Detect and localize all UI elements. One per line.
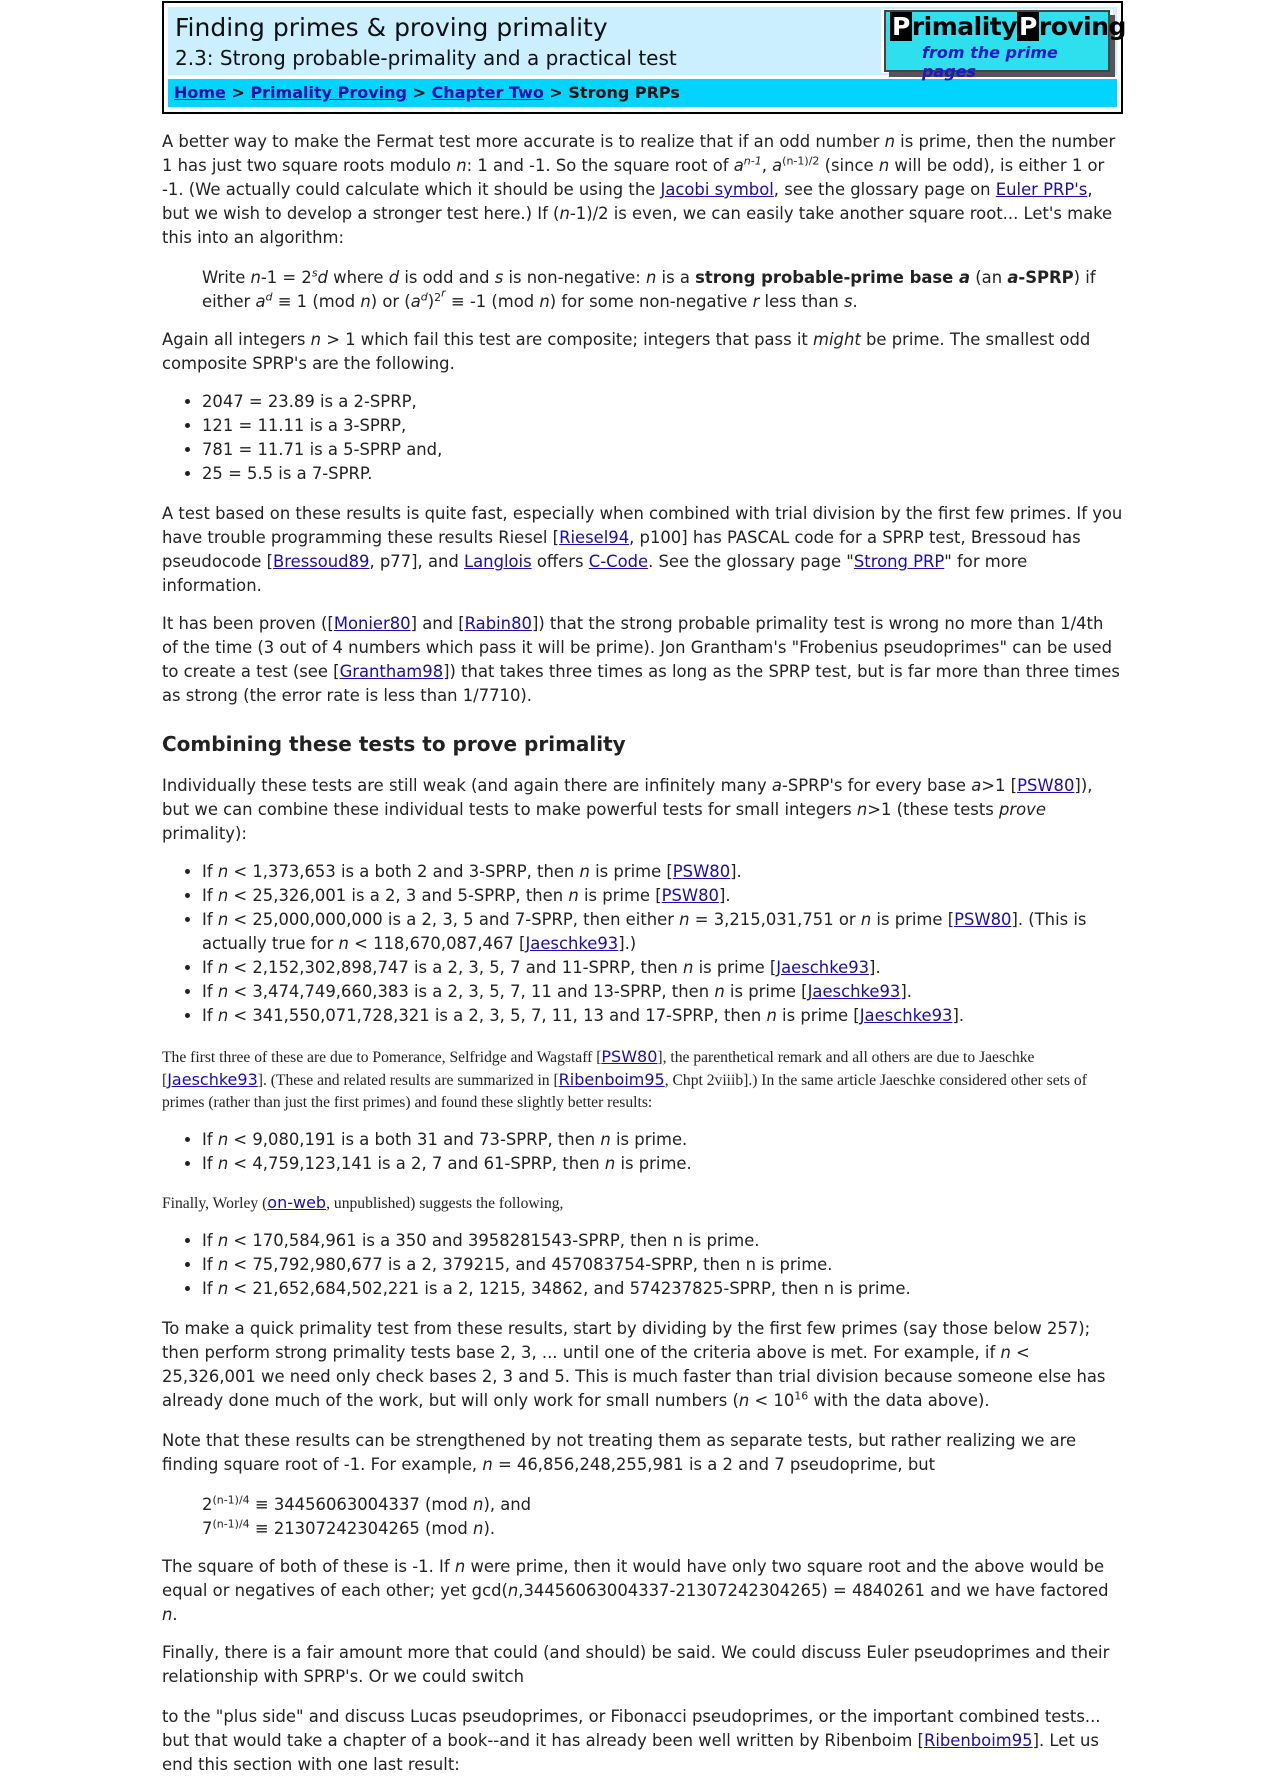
- article-content: [162, 130, 1123, 1777]
- logo-line-2: from the prime pages: [922, 43, 1058, 81]
- list-item: • If n < 25,326,001 is a 2, 3 and 5-SPRP, then n is prime [PSW80].: [202, 884, 1123, 908]
- paragraph-test-speed: A test based on these results is quite fast, especially when combined with trial division by the first few primes. If you have trouble programming these results Riesel [Riesel94, p100] has PASCAL code for a SPRP test, Bressoud has pseudocode [Bressoud89, p77], and Langlois offers C-Code. See the glossary page "Strong PRP" for more information.: [162, 504, 1123, 595]
- header-banner: [168, 7, 1126, 81]
- riesel94-link[interactable]: Riesel94: [559, 528, 630, 547]
- equation-block: $2^{(n-1)/4} \equiv 34456063004337$ (mod n), and $7^{(n-1)/4} \equiv 21307242304265$ (mod n).: [202, 1493, 532, 1538]
- list-item: • 121 = 11.11 is a 3-SPRP,: [202, 414, 1123, 438]
- list-item: • 2047 = 23.89 is a 2-SPRP,: [202, 390, 1123, 414]
- jaeschke93-link[interactable]: Jaeschke93: [167, 1070, 258, 1089]
- grantham98-link[interactable]: Grantham98: [339, 662, 444, 681]
- c-code-link[interactable]: C-Code: [588, 552, 649, 571]
- header-titles: [168, 7, 881, 75]
- breadcrumb-separator: >: [225, 83, 251, 102]
- page-subtitle: 2.3: Strong probable-primality and a practical test: [175, 46, 677, 70]
- psw80-link[interactable]: PSW80: [954, 910, 1012, 929]
- logo-line-1: PrimalityProving: [892, 12, 1126, 41]
- list-item: • 781 = 11.71 is a 5-SPRP and,: [202, 438, 1123, 462]
- logo-container[interactable]: [881, 9, 1126, 81]
- strong-prp-link[interactable]: Strong PRP: [853, 552, 945, 571]
- jaeschke93-link[interactable]: Jaeschke93: [525, 934, 619, 953]
- breadcrumb: [168, 79, 1117, 107]
- paragraph-combine: Individually these tests are still weak (and again there are infinitely many a-SPRP's for every base a>1 [PSW80]), but we can combine these individual tests to make powerful tests for small integers n>1 (these tests prove primality):: [162, 776, 1093, 843]
- breadcrumb-current: Strong PRPs: [568, 83, 680, 102]
- monier80-link[interactable]: Monier80: [333, 614, 411, 633]
- breadcrumb-primality-proving-link[interactable]: Primality Proving: [250, 83, 408, 102]
- paragraph-composites: Again all integers n > 1 which fail this test are composite; integers that pass it might be prime. The smallest odd composite SPRP's are the following.: [162, 330, 1091, 373]
- on-web-link[interactable]: on-web: [267, 1193, 327, 1212]
- list-item: • If n < 1,373,653 is a both 2 and 3-SPRP, then n is prime [PSW80].: [202, 860, 1123, 884]
- langlois-link[interactable]: Langlois: [464, 552, 532, 571]
- paragraph-intro: A better way to make the Fermat test more accurate is to realize that if an odd number n is prime, then the number 1 has just two square roots modulo n: 1 and -1. So the square root of $a^{n-1}$, $a^{(n-1)/2}$ (since n will be odd), is either 1 or -1. (We actually could calculate which it should be using the Jacobi symbol, see the glossary page on Euler PRP's, but we wish to develop a stronger test here.) If (n-1)/2 is even, we can easily take another square root... Let's make this into an algorithm:: [162, 132, 1116, 247]
- primality-proving-logo[interactable]: [884, 10, 1126, 81]
- rabin80-link[interactable]: Rabin80: [464, 614, 532, 633]
- jaeschke93-link[interactable]: Jaeschke93: [807, 982, 901, 1001]
- jaeschke93-link[interactable]: Jaeschke93: [859, 1006, 953, 1025]
- site-title: Finding primes & proving primality: [175, 13, 608, 42]
- list-item: • If n < 2,152,302,898,747 is a 2, 3, 5, 7 and 11-SPRP, then n is prime [Jaeschke93].: [202, 956, 1123, 980]
- paragraph-finally: Finally, there is a fair amount more that could (and should) be said. We could discuss Euler pseudoprimes and their relationship with SPRP's. Or we could switch: [162, 1643, 1110, 1686]
- paragraph-quick-test: To make a quick primality test from these results, start by dividing by the first few primes (say those below 257); then perform strong primality tests base 2, 3, ... until one of the criteria above is met. For example, if n < 25,326,001 we need only check bases 2, 3 and 5. This is much faster than trial division because someone else has already done much of the work, but will only work for small numbers ($n < 10^{16}$ with the data above).: [162, 1319, 1106, 1410]
- list-item: • If n < 9,080,191 is a both 31 and 73-SPRP, then n is prime.: [202, 1128, 1123, 1152]
- jaeschke93-link[interactable]: Jaeschke93: [776, 958, 870, 977]
- jacobi-symbol-link[interactable]: Jacobi symbol: [660, 180, 774, 199]
- paragraph-error-rate: It has been proven ([Monier80] and [Rabin80]) that the strong probable primality test is wrong no more than 1/4th of the time (3 out of 4 numbers which pass it will be prime). Jon Grantham's "Frobenius pseudoprimes" can be used to create a test (see [Grantham98]) that takes three times as long as the SPRP test, but is far more than three times as strong (the error rate is less than 1/7710).: [162, 614, 1120, 705]
- list-item: • If n < 25,000,000,000 is a 2, 3, 5 and 7-SPRP, then either n = 3,215,031,751 or n is prime [PSW80]. (This is actually true for n < 118,670,087,467 [Jaeschke93].): [202, 908, 1123, 956]
- sprp-definition: Write $n-1 = 2^sd$ where d is odd and s is non-negative: n is a strong probable-prime base a (an a-SPRP) if either $a^d \equiv 1$ (mod n) or $(a^d)^{2^r} \equiv -1$ (mod n) for some non-negative r less than s.: [202, 266, 1096, 311]
- smallest-sprp-list: [162, 390, 1123, 486]
- breadcrumb-separator: >: [543, 83, 569, 102]
- paragraph-plus-side: to the "plus side" and discuss Lucas pseudoprimes, or Fibonacci pseudoprimes, or the important combined tests... but that would take a chapter of a book--and it has already been well written by Ribenboim [Ribenboim95]. Let us end this section with one last result:: [162, 1707, 1101, 1774]
- page-header: [162, 1, 1126, 114]
- paragraph-strengthen: Note that these results can be strengthened by not treating them as separate tests, but rather realizing we are finding square root of -1. For example, n = 46,856,248,255,981 is a 2 and 7 pseudoprime, but: [162, 1431, 1077, 1474]
- primality-criteria-list: [162, 860, 1123, 1028]
- list-item: • If n < 170,584,961 is a 350 and 3958281543-SPRP, then n is prime.: [202, 1229, 1123, 1253]
- worley-results-list: [162, 1229, 1123, 1301]
- ribenboim95-link[interactable]: Ribenboim95: [923, 1731, 1033, 1750]
- breadcrumb-home-link[interactable]: Home: [174, 83, 226, 102]
- list-item: • If n < 21,652,684,502,221 is a 2, 1215, 34862, and 574237825-SPRP, then n is prime.: [202, 1277, 1123, 1301]
- section-heading-combining: Combining these tests to prove primality: [162, 732, 626, 756]
- list-item: • If n < 341,550,071,728,321 is a 2, 3, 5, 7, 11, 13 and 17-SPRP, then n is prime [Jaeschke93].: [202, 1004, 1123, 1028]
- page: [162, 0, 1126, 1777]
- euler-prp-link[interactable]: Euler PRP's: [995, 180, 1088, 199]
- psw80-link[interactable]: PSW80: [601, 1047, 658, 1066]
- psw80-link[interactable]: PSW80: [661, 886, 719, 905]
- paragraph-attribution: The first three of these are due to Pomerance, Selfridge and Wagstaff [PSW80], the parenthetical remark and all others are due to Jaeschke [Jaeschke93]. (These and related results are summarized in [Ribenboim95, Chpt 2viiib].) In the same article Jaeschke considered other sets of primes (rather than just the first primes) and found these slightly better results:: [162, 1047, 1087, 1111]
- paragraph-worley: Finally, Worley (on-web, unpublished) suggests the following,: [162, 1193, 564, 1212]
- bressoud89-link[interactable]: Bressoud89: [272, 552, 370, 571]
- paragraph-square: The square of both of these is -1. If n were prime, then it would have only two square root and the above would be equal or negatives of each other; yet gcd(n,34456063004337-21307242304265) = 4840261 and we have factored n.: [162, 1557, 1109, 1624]
- jaeschke-results-list: [162, 1128, 1123, 1176]
- ribenboim95-link[interactable]: Ribenboim95: [558, 1070, 665, 1089]
- breadcrumb-separator: >: [407, 83, 432, 102]
- psw80-link[interactable]: PSW80: [672, 862, 731, 881]
- list-item: • 25 = 5.5 is a 7-SPRP.: [202, 462, 1123, 486]
- breadcrumb-chapter-two-link[interactable]: Chapter Two: [431, 83, 544, 102]
- list-item: • If n < 3,474,749,660,383 is a 2, 3, 5, 7, 11 and 13-SPRP, then n is prime [Jaeschke93].: [202, 980, 1123, 1004]
- list-item: • If n < 4,759,123,141 is a 2, 7 and 61-SPRP, then n is prime.: [202, 1152, 1123, 1176]
- psw80-link[interactable]: PSW80: [1017, 776, 1075, 795]
- list-item: • If n < 75,792,980,677 is a 2, 379215, and 457083754-SPRP, then n is prime.: [202, 1253, 1123, 1277]
